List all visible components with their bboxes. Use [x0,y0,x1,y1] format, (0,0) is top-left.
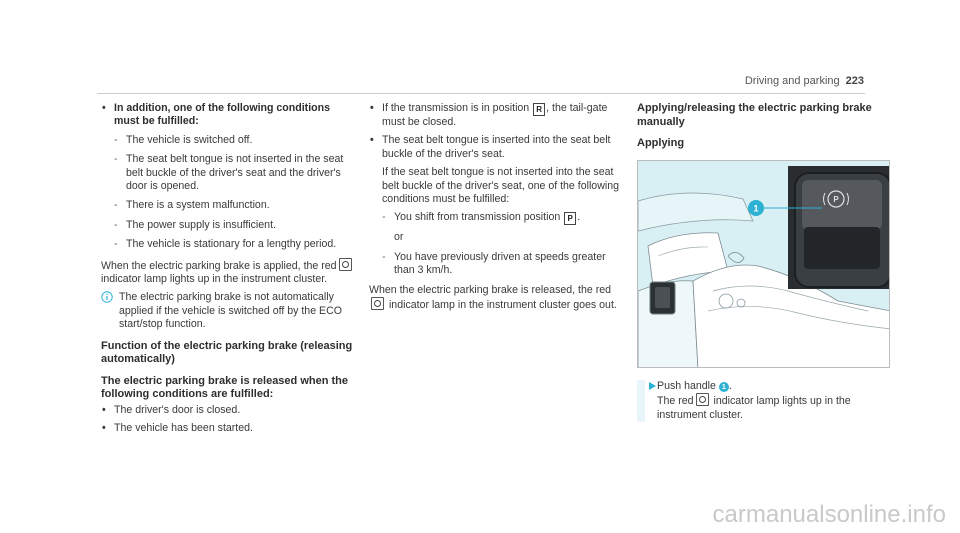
handle-number-badge: 1 [719,382,729,392]
heading-manual: Applying/releasing the electric parking brake manually [637,102,872,128]
gear-p-icon: P [564,212,576,225]
dash-item: - You have previously driven at speeds greater than 3 km/h. [369,251,624,278]
page-header [745,75,864,88]
paragraph-text: red [321,259,337,272]
bullet-text: , the tail-gate must be closed. [382,102,608,128]
info-icon [101,291,113,303]
paragraph-text: red [595,283,612,296]
dash-item: - The power supply is insufficient. [101,219,356,232]
dash-item [369,211,624,225]
bullet-intro: • In addition, one of the following conditions must be fulfilled: [101,102,356,129]
sub-paragraph: If the seat belt tongue is not inserted into the seat belt buckle of the driver's seat, one of the following conditions must be fulfilled: [382,166,619,206]
parking-brake-illustration [637,160,890,368]
paragraph-released [369,284,624,313]
column-right [637,102,893,151]
dash-item: - There is a system malfunction. [101,199,356,212]
action-text: The red [657,395,694,408]
section-title: Driving and parking [744,75,840,87]
dash-item: - The vehicle is switched off. [101,134,356,147]
heading-release: Function of the electric parking brake (releasing automatically) [101,339,353,366]
subheading-applying: Applying [637,137,685,150]
bullet-item: • The seat belt tongue is inserted into the seat belt buckle of the driver's seat. [369,134,624,161]
action-text: Push handle [657,380,716,392]
column-middle [369,102,624,317]
parking-brake-lamp-icon [339,258,352,271]
svg-text:P: P [833,195,839,204]
watermark: carmanualsonline.info [712,501,946,528]
action-text: . [728,380,732,392]
bullet-text: If the transmission is in position [382,102,530,114]
bullet-item: • The vehicle has been started. [101,422,356,435]
parking-brake-lamp-icon [696,393,709,406]
gear-r-icon: R [533,103,545,116]
parking-brake-lamp-icon [371,297,384,310]
action-step [637,380,893,422]
header-rule [97,93,865,94]
dash-text: . [577,211,581,224]
paragraph-applied [101,258,356,287]
or-text: or [394,231,404,244]
info-note [101,291,356,331]
paragraph-text: When the electric parking brake is applied, the [101,259,319,272]
dash-item: - The seat belt tongue is not inserted in the seat belt buckle of the driver's seat and the driver's door is opened. [101,153,356,193]
paragraph-text: indicator lamp lights up in the instrument cluster. [101,273,328,286]
paragraph-text: When the electric parking brake is released, the [369,283,593,296]
bullet-item [369,102,624,129]
figure-callout-label: 1 [753,203,759,214]
illustration-svg [638,161,890,368]
bullet-item: • The driver's door is closed. [101,404,356,417]
dash-text: You shift from transmission position [394,211,561,224]
action-arrow-icon [649,382,656,390]
dash-item: - The vehicle is stationary for a lengthy period. [101,238,356,251]
heading-conditions: The electric parking brake is released when the following conditions are fulfilled: [101,374,348,401]
page-number: 223 [845,75,864,87]
paragraph-text: indicator lamp in the instrument cluster goes out. [388,299,617,312]
action-text: indicator lamp lights up in the instrument cluster. [657,395,851,421]
column-left [101,102,356,441]
note-text: The electric parking brake is not automatically applied if the vehicle is switched off by the ECO start/stop function. [119,291,342,331]
